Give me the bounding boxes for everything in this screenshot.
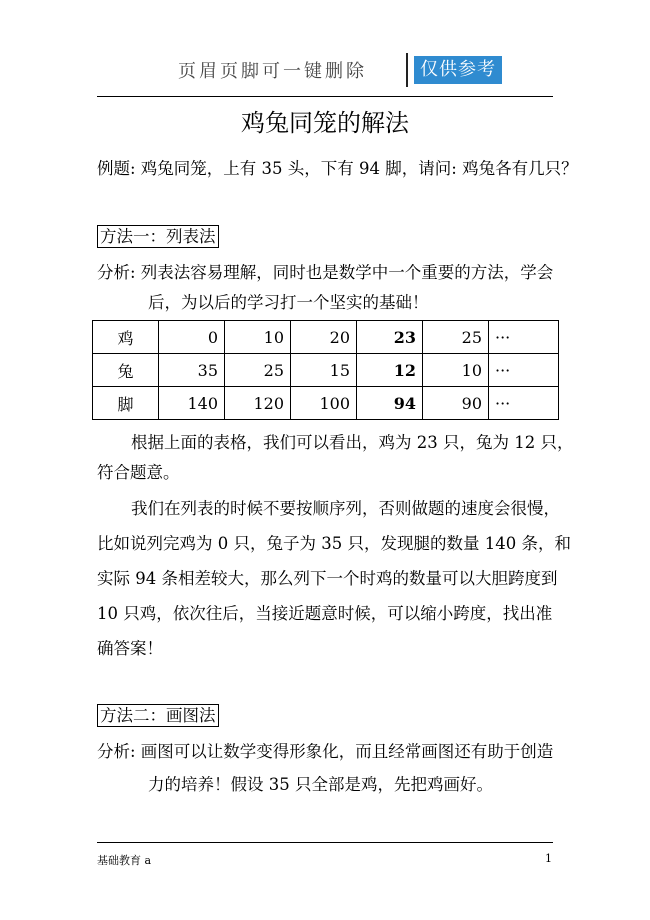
conclusion-line1: 根据上面的表格，我们可以看出，鸡为 23 只，兔为 12 只， (131, 433, 574, 452)
method1-heading-box: 方法一：列表法 (97, 225, 219, 248)
table-cell: 10 (423, 354, 489, 387)
header-text: 页眉页脚可一键删除 (178, 61, 367, 82)
note-line: 实际 94 条相差较大，那么列下一个时鸡的数量可以大胆跨度到 (97, 569, 558, 588)
row-label: 鸡 (93, 321, 159, 354)
table-cell-answer: 12 (357, 354, 423, 387)
table-cell-answer: 94 (357, 387, 423, 420)
table-cell-ellipsis: ··· (489, 321, 559, 354)
table-cell-ellipsis: ··· (489, 354, 559, 387)
conclusion-line2: 符合题意。 (97, 463, 180, 482)
table-cell: 15 (291, 354, 357, 387)
table-cell: 90 (423, 387, 489, 420)
table-cell: 25 (423, 321, 489, 354)
chicken-rabbit-table (92, 320, 559, 420)
table-row (93, 321, 559, 354)
method1-analysis-line1: 分析: 列表法容易理解，同时也是数学中一个重要的方法，学会 (97, 263, 554, 282)
table-cell: 20 (291, 321, 357, 354)
note-line: 确答案！ (97, 639, 163, 658)
table-cell: 0 (159, 321, 225, 354)
method2-heading (97, 705, 219, 726)
table-cell: 10 (225, 321, 291, 354)
table-row (93, 354, 559, 387)
note-line: 10 只鸡，依次往后，当接近题意时候，可以缩小跨度，找出准 (97, 604, 553, 623)
table-cell-answer: 23 (357, 321, 423, 354)
row-label: 兔 (93, 354, 159, 387)
page-title: 鸡兔同笼的解法 (241, 109, 409, 137)
table-cell: 35 (159, 354, 225, 387)
method1-analysis-line2: 后，为以后的学习打一个坚实的基础！ (148, 293, 429, 312)
reference-badge: 仅供参考 (414, 56, 502, 84)
table-row (93, 387, 559, 420)
method2-heading-box: 方法二：画图法 (97, 704, 219, 727)
table-cell: 120 (225, 387, 291, 420)
note-line: 比如说列完鸡为 0 只，兔子为 35 只，发现腿的数量 140 条，和 (97, 534, 571, 553)
footer-label: 基础教育 a (97, 854, 152, 867)
method2-analysis-line1: 分析: 画图可以让数学变得形象化，而且经常画图还有助于创造 (97, 742, 554, 761)
footer-rule (97, 842, 553, 843)
header-rule (97, 96, 553, 97)
note-line: 我们在列表的时候不要按顺序列，否则做题的速度会很慢， (131, 499, 560, 518)
table-cell: 140 (159, 387, 225, 420)
problem-statement: 例题: 鸡兔同笼，上有 35 头，下有 94 脚，请问: 鸡兔各有几只？ (97, 159, 578, 178)
method2-analysis-line2: 力的培养！假设 35 只全部是鸡，先把鸡画好。 (148, 775, 493, 794)
table-cell: 100 (291, 387, 357, 420)
header-divider (406, 53, 408, 87)
row-label: 脚 (93, 387, 159, 420)
page-number: 1 (545, 852, 552, 865)
method1-heading (97, 226, 219, 247)
table-cell-ellipsis: ··· (489, 387, 559, 420)
table-cell: 25 (225, 354, 291, 387)
